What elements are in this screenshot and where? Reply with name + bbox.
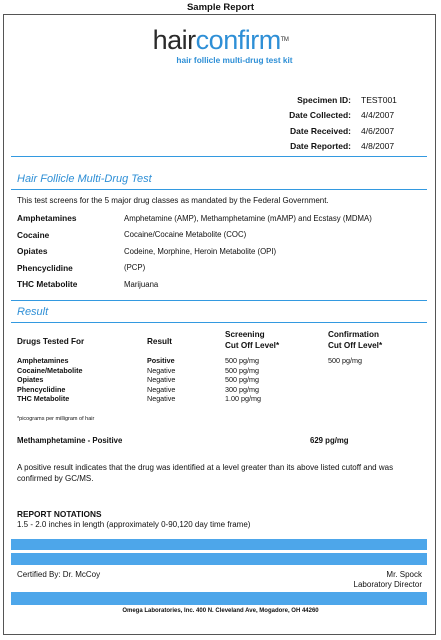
- header-screening: Screening: [225, 330, 265, 339]
- specimen-label: Date Reported:: [290, 141, 351, 152]
- header-drugs: Drugs Tested For: [17, 337, 85, 346]
- logo-wordmark: [0, 27, 441, 54]
- specimen-label: Specimen ID:: [297, 94, 351, 105]
- specimen-row: [289, 92, 411, 108]
- cell-result: Positive: [147, 356, 175, 365]
- specimen-row: [289, 108, 411, 124]
- header-confirmation-cutoff: Cut Off Level*: [328, 341, 383, 350]
- divider: [11, 189, 427, 190]
- blue-bar: [11, 539, 427, 550]
- blue-bar: [11, 553, 427, 565]
- drug-class-name: Amphetamines: [17, 213, 77, 224]
- specimen-label: Date Collected:: [289, 110, 351, 121]
- list-item: [17, 243, 417, 260]
- divider: [11, 156, 427, 157]
- drug-class-name: Cocaine: [17, 229, 50, 240]
- result-section-title: Result: [17, 306, 49, 318]
- divider: [11, 322, 427, 323]
- list-item: [17, 276, 417, 293]
- cell-confirmation: 500 pg/mg: [328, 356, 362, 365]
- cell-result: Negative: [147, 384, 176, 394]
- cell-drug: Amphetamines: [17, 356, 69, 365]
- signer-title: Laboratory Director: [353, 580, 422, 589]
- drug-class-desc: (PCP): [124, 263, 146, 273]
- specimen-value: 4/8/2007: [361, 141, 395, 152]
- drug-class-desc: Marijuana: [124, 279, 159, 289]
- table-row: [17, 394, 417, 404]
- signature-block: [354, 570, 422, 590]
- header-confirmation: Confirmation: [328, 330, 379, 339]
- drug-class-desc: Codeine, Morphine, Heroin Metabolite (OPI): [124, 246, 277, 256]
- cell-result: Negative: [147, 394, 176, 403]
- cell-screening: 300 pg/mg: [225, 384, 259, 394]
- result-table-header: [17, 330, 417, 352]
- drug-class-list: [17, 210, 417, 293]
- blue-bar: [11, 592, 427, 605]
- table-row: [17, 356, 417, 366]
- signer-name: Mr. Spock: [386, 570, 422, 579]
- drug-class-name: Phencyclidine: [17, 262, 73, 273]
- specimen-row: [289, 123, 411, 139]
- logo-confirm-text: confirm: [195, 25, 281, 55]
- cell-result: Negative: [147, 375, 176, 384]
- cell-screening: 500 pg/mg: [225, 356, 259, 365]
- list-item: [17, 260, 417, 277]
- positive-value: 629 pg/mg: [310, 436, 349, 445]
- logo: [0, 27, 441, 65]
- logo-tagline: hair follicle multi-drug test kit: [176, 55, 293, 65]
- logo-hair-text: hair: [152, 25, 196, 55]
- specimen-value: 4/6/2007: [361, 125, 395, 136]
- divider: [11, 300, 427, 301]
- notations-title: REPORT NOTATIONS: [17, 509, 102, 519]
- header-screening-cutoff: Cut Off Level*: [225, 341, 280, 350]
- result-explanation: A positive result indicates that the drug was identified at a level greater than its above listed cutoff and was confirmed by GC/MS.: [17, 463, 394, 483]
- table-row: [17, 385, 417, 395]
- cell-result: Negative: [147, 365, 176, 375]
- list-item: [17, 227, 417, 244]
- test-intro: This test screens for the 5 major drug classes as mandated by the Federal Government.: [17, 196, 329, 205]
- specimen-value: 4/4/2007: [361, 110, 395, 121]
- cell-drug: THC Metabolite: [17, 394, 70, 403]
- cell-drug: Opiates: [17, 375, 44, 384]
- specimen-label: Date Received:: [290, 125, 351, 136]
- positive-label: Methamphetamine - Positive: [17, 436, 123, 445]
- table-row: [17, 366, 417, 376]
- specimen-info: [289, 92, 411, 154]
- positive-result: [17, 436, 417, 446]
- page-title: Sample Report: [186, 2, 255, 13]
- logo-trademark: TM: [280, 37, 289, 43]
- cell-drug: Cocaine/Metabolite: [17, 365, 83, 375]
- header-result: Result: [147, 337, 173, 346]
- footnote: *picograms per milligram of hair: [17, 416, 95, 422]
- drug-class-desc: Cocaine/Cocaine Metabolite (COC): [124, 230, 247, 240]
- cell-drug: Phencyclidine: [17, 384, 66, 394]
- drug-class-desc: Amphetamine (AMP), Methamphetamine (mAMP) and Ecstasy (MDMA): [124, 213, 372, 223]
- table-row: [17, 375, 417, 385]
- specimen-value: TEST001: [361, 94, 397, 105]
- test-section-title: Hair Follicle Multi-Drug Test: [17, 173, 152, 185]
- drug-class-name: THC Metabolite: [17, 279, 78, 290]
- drug-class-name: Opiates: [17, 246, 48, 257]
- cell-screening: 500 pg/mg: [225, 365, 259, 375]
- list-item: [17, 210, 417, 227]
- footer-address: Omega Laboratories, Inc. 400 N. Cleveland Ave, Mogadore, OH 44260: [122, 608, 319, 614]
- cell-screening: 500 pg/mg: [225, 375, 259, 384]
- certified-by: Certified By: Dr. McCoy: [17, 570, 101, 579]
- specimen-row: [289, 139, 411, 155]
- notations-text: 1.5 - 2.0 inches in length (approximately 0-90,120 day time frame): [17, 520, 251, 529]
- cell-screening: 1.00 pg/mg: [225, 394, 261, 403]
- result-table: [17, 356, 417, 404]
